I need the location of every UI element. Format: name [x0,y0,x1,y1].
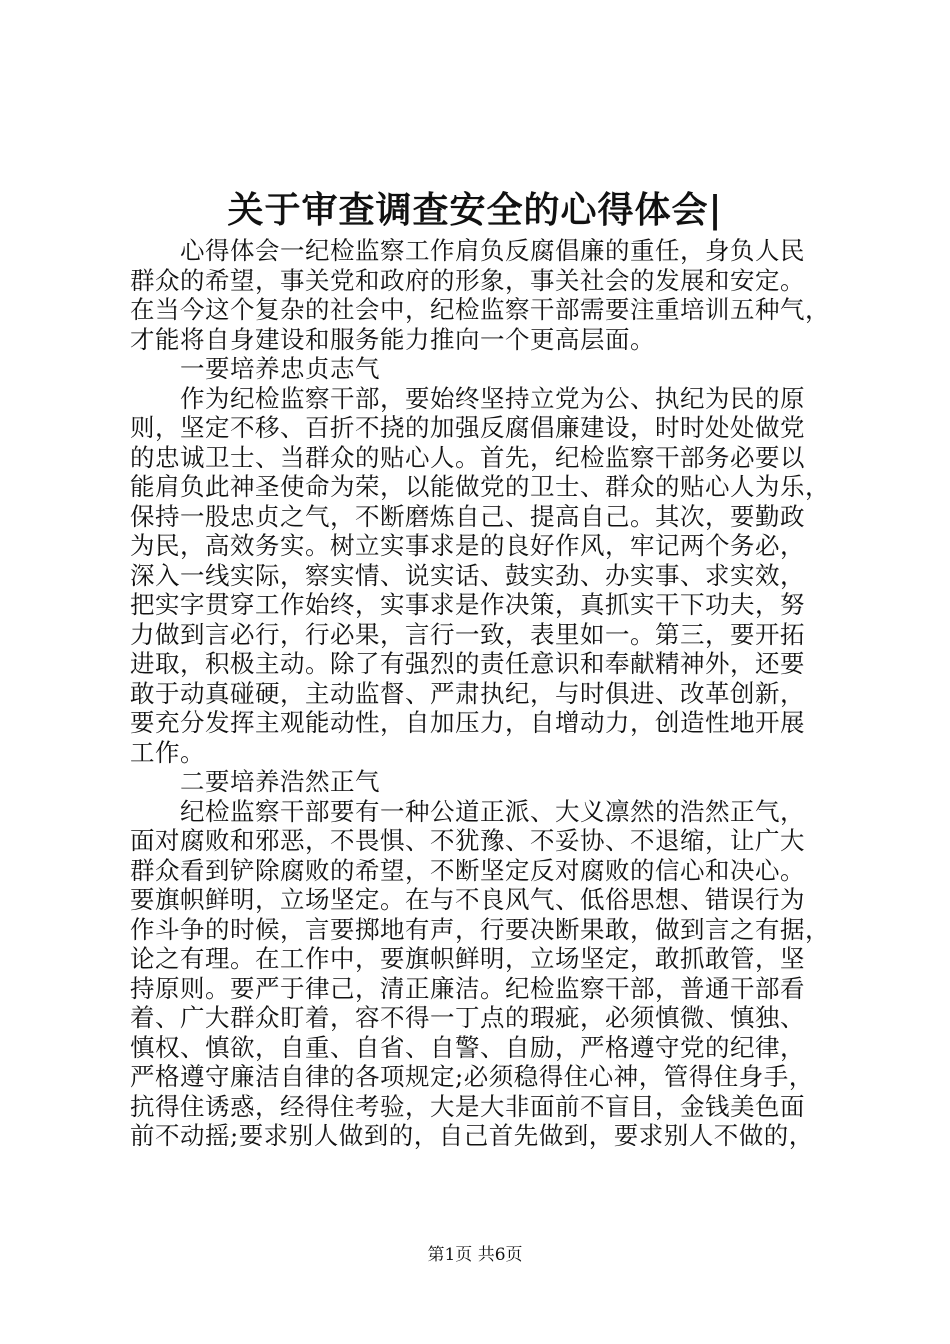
body-line: 要充分发挥主观能动性，自加压力，自增动力，创造性地开展 [130,708,805,737]
body-line: 着、广大群众盯着，容不得一丁点的瑕疵，必须慎微、慎独、 [130,1003,805,1032]
body-line: 二要培养浩然正气 [130,767,380,796]
body-line: 慎权、慎欲，自重、自省、自警、自励，严格遵守党的纪律， [130,1032,805,1062]
body-line: 抗得住诱惑，经得住考验，大是大非面前不盲目，金钱美色面 [130,1091,805,1121]
body-line: 深入一线实际，察实情、说实话、鼓实劲、办实事、求实效， [130,560,805,590]
body-line: 才能将自身建设和服务能力推向一个更高层面。 [130,324,655,354]
document-title: 关于审查调查安全的心得体会| [227,189,723,231]
body-line: 力做到言必行，行必果，言行一致，表里如一。第三，要开拓 [130,619,805,649]
body-line: 面对腐败和邪恶，不畏惧、不犹豫、不妥协、不退缩，让广大 [130,826,805,855]
body-line: 进取，积极主动。除了有强烈的责任意识和奉献精神外，还要 [130,649,805,678]
body-line: 作为纪检监察干部，要始终坚持立党为公、执纪为民的原 [130,383,805,413]
body-line: 论之有理。在工作中，要旗帜鲜明，立场坚定，敢抓敢管，坚 [130,944,805,973]
body-line: 前不动摇;要求别人做到的，自己首先做到，要求别人不做的， [130,1121,814,1150]
body-line: 群众的希望，事关党和政府的形象，事关社会的发展和安定。 [130,265,805,295]
page-footer: 第1页 共6页 [427,1245,523,1265]
body-line: 把实字贯穿工作始终，实事求是作决策，真抓实干下功夫，努 [130,590,805,619]
body-line: 作斗争的时候，言要掷地有声，行要决断果敢，做到言之有据， [130,914,830,944]
body-line: 能肩负此神圣使命为荣，以能做党的卫士、群众的贴心人为乐， [130,472,830,501]
body-line: 则，坚定不移、百折不挠的加强反腐倡廉建设，时时处处做党 [130,413,805,442]
body-line: 的忠诚卫士、当群众的贴心人。首先，纪检监察干部务必要以 [130,442,805,472]
body-line: 保持一股忠贞之气，不断磨炼自己、提高自己。其次，要勤政 [130,501,805,531]
body-line: 要旗帜鲜明，立场坚定。在与不良风气、低俗思想、错误行为 [130,885,805,914]
body-line: 敢于动真碰硬，主动监督、严肃执纪，与时俱进、改革创新， [130,678,805,708]
document-body [130,236,830,1151]
body-line: 持原则。要严于律己，清正廉洁。纪检监察干部，普通干部看 [130,973,805,1003]
body-line: 严格遵守廉洁自律的各项规定;必须稳得住心神，管得住身手， [130,1062,814,1091]
body-line: 群众看到铲除腐败的希望，不断坚定反对腐败的信心和决心。 [130,855,805,885]
body-line: 为民，高效务实。树立实事求是的良好作风，牢记两个务必， [130,531,805,560]
body-line: 一要培养忠贞志气 [130,354,380,383]
body-line: 在当今这个复杂的社会中，纪检监察干部需要注重培训五种气， [130,295,830,324]
body-line: 心得体会一纪检监察工作肩负反腐倡廉的重任，身负人民 [130,236,805,265]
body-line: 工作。 [130,737,205,767]
body-line: 纪检监察干部要有一种公道正派、大义凛然的浩然正气， [130,796,805,826]
